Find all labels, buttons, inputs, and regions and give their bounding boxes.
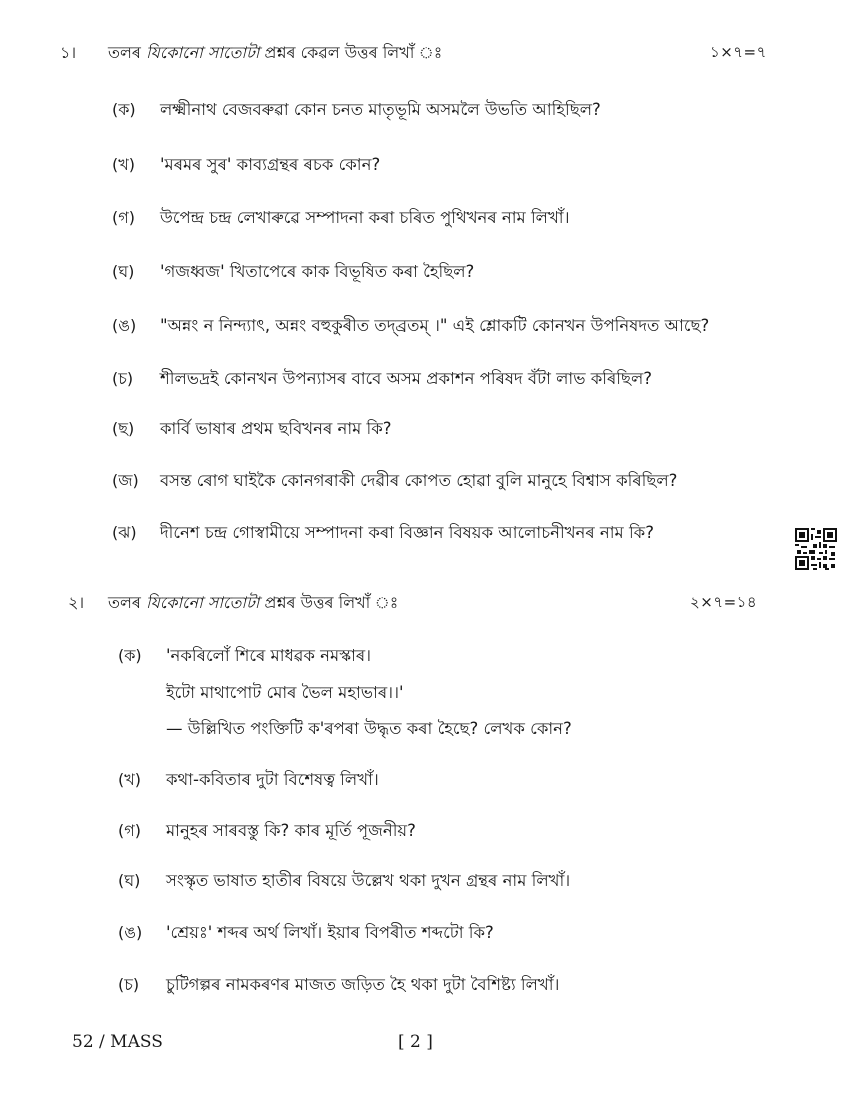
option-label: (ছ) [112,419,135,438]
option-text: সংস্কৃত ভাষাত হাতীৰ বিষয়ে উল্লেখ থকা দুখন গ্ৰন্থৰ নাম লিখাঁ। [166,871,571,890]
question-number: ১। [60,43,77,62]
paper-code: 52 / MASS [72,1032,163,1052]
option-text: উপেন্দ্ৰ চন্দ্ৰ লেখাৰুৱে সম্পাদনা কৰা চৰিত পুথিখনৰ নাম লিখাঁ। [160,208,570,227]
question-instruction [108,590,398,617]
option-text: মানুহৰ সাৰবস্তু কি? কাৰ মূৰ্তি পূজনীয়? [166,821,416,840]
option-text: লক্ষ্মীনাথ বেজবৰুৱা কোন চনত মাতৃভূমি অসমলৈ উভতি আহিছিল? [160,100,601,119]
option-text: 'নকৰিলোঁ শিৰে মাধৱক নমস্কাৰ। [166,646,372,665]
option-text: কথা-কবিতাৰ দুটা বিশেষত্ব লিখাঁ। [166,770,379,789]
option-text: চুটিগল্পৰ নামকৰণৰ মাজত জড়িত হৈ থকা দুটা বৈশিষ্ট্য লিখাঁ। [166,975,560,994]
instruction-suffix: প্ৰশ্নৰ কেৱল উত্তৰ লিখাঁ ঃ [264,43,443,62]
option-text: বসন্ত ৰোগ ঘাইকৈ কোনগৰাকী দেৱীৰ কোপত হোৱা বুলি মানুহে বিশ্বাস কৰিছিল? [160,471,678,490]
instruction-suffix: প্ৰশ্নৰ উত্তৰ লিখাঁ ঃ [264,593,399,612]
option-text: দীনেশ চন্দ্ৰ গোস্বামীয়ে সম্পাদনা কৰা বিজ্ঞান বিষয়ক আলোচনীখনৰ নাম কি? [160,523,654,542]
instruction-emphasis: যিকোনো সাতোটা [146,43,260,62]
option-label: (ঙ) [112,316,137,335]
option-text: — উল্লিখিত পংক্তিটি ক'ৰপৰা উদ্ধৃত কৰা হৈছে? লেখক কোন? [166,719,572,738]
option-text: শীলভদ্ৰই কোনখন উপন্যাসৰ বাবে অসম প্ৰকাশন পৰিষদ বঁটা লাভ কৰিছিল? [160,369,653,388]
option-text: 'শ্ৰেয়ঃ' শব্দৰ অৰ্থ লিখাঁ। ইয়াৰ বিপৰীত শব্দটো কি? [166,923,494,942]
option-label: (ক) [112,100,136,119]
option-label: (গ) [118,821,141,840]
option-label: (ঘ) [118,871,141,890]
option-label: (ঙ) [118,923,143,942]
option-text: 'গজধ্বজ' খিতাপেৰে কাক বিভূষিত কৰা হৈছিল? [160,262,475,281]
option-label: (খ) [118,770,141,789]
marks-allocation: ২×৭=১৪ [690,593,758,611]
instruction-prefix: তলৰ [108,43,141,62]
option-label: (ঝ) [112,523,137,542]
option-label: (জ) [112,471,139,490]
option-text: ইটো মাথাপোট মোৰ ভৈল মহাভাৰ।।' [166,683,404,702]
option-text: কাৰ্বি ভাষাৰ প্ৰথম ছবিখনৰ নাম কি? [160,419,392,438]
option-label: (চ) [118,975,140,994]
option-label: (ঘ) [112,262,135,281]
option-label: (ক) [118,646,142,665]
option-label: (চ) [112,369,134,388]
page-number: [ 2 ] [398,1032,433,1052]
option-label: (খ) [112,155,135,174]
question-number: ২। [68,593,85,612]
instruction-emphasis: যিকোনো সাতোটা [146,593,260,612]
option-text: 'মৰমৰ সুৰ' কাব্যগ্ৰন্থৰ ৰচক কোন? [160,155,381,174]
question-instruction [108,40,442,67]
option-text: "অন্নং ন নিন্দ্যাৎ, অন্নং বহুকুৰীত তদ্‌ব্ৰতম্ ।" এই শ্লোকটি কোনখন উপনিষদত আছে? [160,316,710,335]
option-label: (গ) [112,208,135,227]
marks-allocation: ১×৭=৭ [710,43,767,61]
qr-code-icon [795,528,837,570]
instruction-prefix: তলৰ [108,593,141,612]
